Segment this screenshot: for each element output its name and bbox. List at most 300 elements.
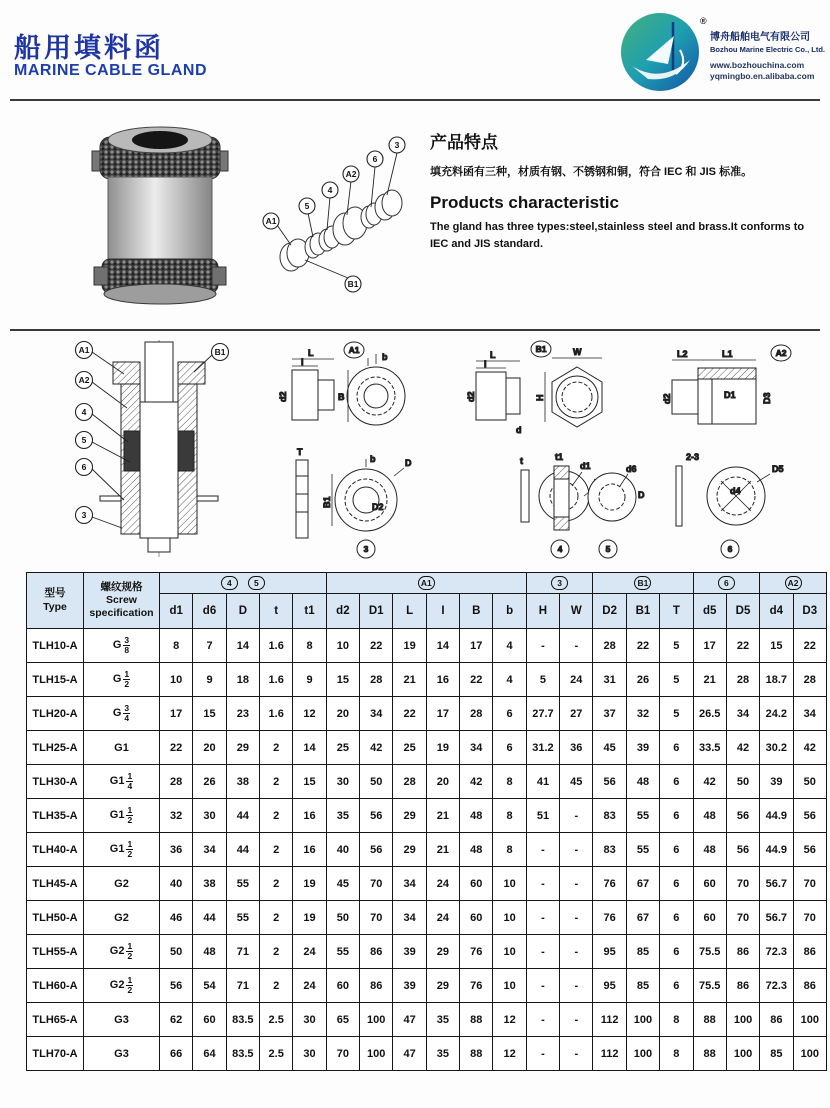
screw-spec-value: G2 $\frac{1}{2}$	[109, 974, 133, 995]
dim-label: B1	[322, 496, 332, 508]
dimension-value-cell: 4	[493, 663, 526, 697]
screw-cell	[84, 697, 160, 731]
part-tag: 3	[363, 544, 369, 554]
circled-part-label: A2	[785, 576, 802, 590]
screw-cell	[84, 969, 160, 1003]
screw-cell	[84, 901, 160, 935]
fraction-numerator: 3	[124, 634, 130, 645]
dim-label: d6	[626, 464, 637, 474]
product-photo	[80, 125, 240, 307]
dimension-value-cell: 10	[493, 935, 526, 969]
part-tag: B1	[535, 344, 547, 354]
dimension-value-cell: -	[560, 1037, 593, 1071]
dimension-column-header: t1	[293, 594, 326, 629]
dim-label: I	[301, 357, 304, 367]
dim-label: L1	[722, 349, 733, 359]
dimension-value-cell: 22	[726, 629, 759, 663]
dimension-value-cell: 85	[626, 969, 659, 1003]
part-a2-drawing	[662, 345, 791, 424]
dimension-value-cell: 20	[426, 765, 459, 799]
col-header-screw	[84, 573, 160, 629]
part-3-drawing	[296, 447, 412, 558]
part-group-header	[693, 573, 760, 594]
type-cell: TLH20-A	[27, 697, 84, 731]
dimension-value-cell: 34	[393, 901, 426, 935]
dimension-column-header: b	[493, 594, 526, 629]
dimension-value-cell: 60	[460, 901, 493, 935]
dimension-value-cell: 112	[593, 1037, 626, 1071]
dimension-value-cell: 86	[360, 935, 393, 969]
dimension-value-cell: 17	[160, 697, 193, 731]
dimension-value-cell: 25	[326, 731, 359, 765]
dimension-value-cell: 83.5	[226, 1003, 259, 1037]
type-cell: TLH40-A	[27, 833, 84, 867]
dimension-value-cell: 5	[660, 629, 693, 663]
cross-callout: A2	[78, 375, 90, 385]
dimension-value-cell: 12	[493, 1003, 526, 1037]
type-cell: TLH10-A	[27, 629, 84, 663]
dimension-value-cell: 2	[260, 731, 293, 765]
type-cell: TLH15-A	[27, 663, 84, 697]
dimension-value-cell: 28	[393, 765, 426, 799]
fraction-numerator: 1	[124, 668, 130, 679]
dimension-value-cell: 22	[793, 629, 826, 663]
dimension-value-cell: 60	[693, 867, 726, 901]
type-header-en: Type	[43, 600, 67, 613]
dimension-value-cell: 60	[193, 1003, 226, 1037]
dimension-value-cell: 28	[726, 663, 759, 697]
exploded-callout: 3	[394, 140, 400, 150]
dimension-value-cell: 64	[193, 1037, 226, 1071]
dimension-value-cell: 18	[226, 663, 259, 697]
dimension-value-cell: 50	[160, 935, 193, 969]
part-group-header	[526, 573, 593, 594]
intro-body-en: The gland has three types:steel,stainless steel and brass.It conforms to IEC and JIS standard.	[430, 221, 805, 250]
dimension-value-cell: 55	[626, 833, 659, 867]
dimension-column-header: I	[426, 594, 459, 629]
part-group-header	[760, 573, 827, 594]
dimension-value-cell: 67	[626, 901, 659, 935]
dimension-value-cell: 4	[493, 629, 526, 663]
dimension-value-cell: 45	[326, 867, 359, 901]
dimension-value-cell: 16	[426, 663, 459, 697]
dim-label: b	[382, 352, 388, 362]
dimension-value-cell: 40	[326, 833, 359, 867]
type-cell: TLH55-A	[27, 935, 84, 969]
dim-label: d1	[580, 461, 591, 471]
dimension-value-cell: 17	[426, 697, 459, 731]
dimension-value-cell: 6	[660, 935, 693, 969]
dimension-value-cell: 19	[393, 629, 426, 663]
dim-label: d4	[730, 486, 741, 496]
table-row	[27, 969, 827, 1003]
cross-callout: A1	[78, 345, 90, 355]
dimension-value-cell: 56	[360, 799, 393, 833]
dimension-value-cell: 60	[693, 901, 726, 935]
dimension-value-cell: 75.5	[693, 969, 726, 1003]
dimension-value-cell: 45	[593, 731, 626, 765]
screw-header-en: Screw specification	[89, 593, 154, 620]
dimension-value-cell: -	[526, 969, 559, 1003]
dimension-value-cell: 42	[693, 765, 726, 799]
exploded-callout: 6	[372, 154, 378, 164]
dimension-value-cell: 32	[160, 799, 193, 833]
dimension-value-cell: 35	[426, 1003, 459, 1037]
dimension-value-cell: 24.2	[760, 697, 793, 731]
dimension-value-cell: 100	[360, 1003, 393, 1037]
intro-body-zh: 填充料函有三种，材质有钢、不锈钢和铜，符合 IEC 和 JIS 标准。	[430, 166, 753, 178]
dimension-value-cell: 35	[326, 799, 359, 833]
dimension-column-header: D1	[360, 594, 393, 629]
dimension-value-cell: 54	[193, 969, 226, 1003]
dimension-value-cell: 88	[460, 1037, 493, 1071]
dimension-value-cell: 14	[293, 731, 326, 765]
dimension-value-cell: 88	[693, 1003, 726, 1037]
dimension-value-cell: 100	[726, 1037, 759, 1071]
dimension-column-header: D	[226, 594, 259, 629]
fraction-numerator: 1	[127, 940, 133, 951]
dimension-value-cell: 66	[160, 1037, 193, 1071]
dimension-value-cell: 42	[726, 731, 759, 765]
dimension-value-cell: 1.6	[260, 629, 293, 663]
dimension-column-header: d6	[193, 594, 226, 629]
dimension-value-cell: 44.9	[760, 799, 793, 833]
table-row	[27, 731, 827, 765]
dimension-value-cell: 7	[193, 629, 226, 663]
dimension-value-cell: 10	[326, 629, 359, 663]
dimension-value-cell: 83	[593, 799, 626, 833]
dimension-value-cell: 47	[393, 1003, 426, 1037]
dimension-value-cell: 72.3	[760, 935, 793, 969]
technical-drawings	[24, 336, 824, 568]
dimension-value-cell: 56	[160, 969, 193, 1003]
dimension-value-cell: 70	[360, 901, 393, 935]
dimension-value-cell: 8	[660, 1003, 693, 1037]
dimension-column-header: D5	[726, 594, 759, 629]
dimension-value-cell: 21	[693, 663, 726, 697]
dimension-column-header: d4	[760, 594, 793, 629]
dimension-value-cell: 23	[226, 697, 259, 731]
screw-cell	[84, 799, 160, 833]
dimension-value-cell: 42	[793, 731, 826, 765]
fraction-denominator: 4	[124, 713, 130, 723]
screw-spec-value: G2	[114, 911, 129, 924]
dimension-value-cell: 56	[593, 765, 626, 799]
screw-cell	[84, 663, 160, 697]
screw-spec-value: G $\frac{3}{8}$	[112, 634, 130, 655]
dimension-value-cell: 39	[393, 969, 426, 1003]
dimension-value-cell: 19	[293, 867, 326, 901]
dimension-value-cell: 28	[593, 629, 626, 663]
dimension-value-cell: 86	[726, 935, 759, 969]
part-group-header	[326, 573, 526, 594]
dimension-value-cell: 22	[626, 629, 659, 663]
table-row	[27, 1003, 827, 1037]
type-cell: TLH50-A	[27, 901, 84, 935]
dimension-value-cell: 15	[193, 697, 226, 731]
divider-top	[10, 99, 820, 101]
dimension-value-cell: 86	[760, 1003, 793, 1037]
screw-cell	[84, 867, 160, 901]
part-tag: A2	[775, 348, 787, 358]
screw-fraction	[126, 840, 133, 860]
dimension-value-cell: 27	[560, 697, 593, 731]
dim-label: L2	[677, 349, 688, 359]
dimension-value-cell: 10	[160, 663, 193, 697]
dimension-column-header: B	[460, 594, 493, 629]
dim-label: D3	[762, 392, 772, 404]
dimension-column-header: D3	[793, 594, 826, 629]
dimension-value-cell: 65	[326, 1003, 359, 1037]
dimension-value-cell: 5	[660, 697, 693, 731]
table-row	[27, 799, 827, 833]
dimension-value-cell: 48	[460, 799, 493, 833]
screw-fraction	[126, 942, 133, 962]
dimension-value-cell: 85	[626, 935, 659, 969]
dimension-value-cell: 85	[760, 1037, 793, 1071]
circled-part-label: A1	[418, 576, 435, 590]
dim-label: t	[520, 456, 523, 466]
dimension-column-header: T	[660, 594, 693, 629]
intro-heading-zh: 产品特点	[430, 133, 498, 152]
dimension-value-cell: 21	[393, 663, 426, 697]
dimension-value-cell: 10	[493, 969, 526, 1003]
circled-part-label: 6	[718, 576, 735, 590]
dimension-value-cell: 2	[260, 901, 293, 935]
dimension-value-cell: 38	[193, 867, 226, 901]
part-b1-drawing	[466, 341, 602, 435]
dimension-value-cell: -	[526, 833, 559, 867]
company-logo-icon	[618, 10, 702, 94]
dim-label: d2	[466, 391, 476, 402]
dimension-value-cell: 71	[226, 969, 259, 1003]
table-row	[27, 867, 827, 901]
dimension-value-cell: 29	[426, 969, 459, 1003]
spec-table-head	[27, 573, 827, 629]
dimension-value-cell: 6	[660, 799, 693, 833]
screw-cell	[84, 935, 160, 969]
dimension-value-cell: 86	[793, 969, 826, 1003]
table-row	[27, 833, 827, 867]
dim-label: D	[405, 458, 412, 468]
dimension-value-cell: 55	[226, 867, 259, 901]
dimension-value-cell: 2.5	[260, 1037, 293, 1071]
fraction-denominator: 2	[127, 849, 133, 859]
dimension-value-cell: 44	[226, 799, 259, 833]
dimension-value-cell: 62	[160, 1003, 193, 1037]
dimension-value-cell: 28	[460, 697, 493, 731]
dimension-value-cell: 71	[226, 935, 259, 969]
fraction-denominator: 8	[124, 645, 130, 655]
screw-cell	[84, 629, 160, 663]
company-name-en: Bozhou Marine Electric Co., Ltd.	[710, 44, 826, 54]
dimension-value-cell: 42	[360, 731, 393, 765]
cross-section-drawing	[76, 340, 229, 560]
dimension-value-cell: 8	[493, 765, 526, 799]
dimension-column-header: B1	[626, 594, 659, 629]
table-row	[27, 697, 827, 731]
fraction-denominator: 4	[127, 781, 133, 791]
screw-spec-value: G1 $\frac{1}{2}$	[109, 838, 133, 859]
cross-callout: B1	[214, 347, 226, 357]
dimension-value-cell: 22	[393, 697, 426, 731]
dimension-column-header: L	[393, 594, 426, 629]
dimension-value-cell: 6	[660, 867, 693, 901]
dimension-value-cell: 15	[326, 663, 359, 697]
dimension-value-cell: 27.7	[526, 697, 559, 731]
dimension-value-cell: 12	[493, 1037, 526, 1071]
screw-spec-value: G1	[114, 741, 129, 754]
cross-callout: 5	[81, 435, 87, 445]
dimension-value-cell: 29	[393, 799, 426, 833]
col-header-type	[27, 573, 84, 629]
dimension-value-cell: 22	[460, 663, 493, 697]
dimension-value-cell: 39	[626, 731, 659, 765]
fraction-denominator: 2	[124, 679, 130, 689]
dimension-value-cell: 6	[660, 901, 693, 935]
type-cell: TLH65-A	[27, 1003, 84, 1037]
dimension-value-cell: 56	[360, 833, 393, 867]
dimension-value-cell: 19	[293, 901, 326, 935]
dim-label: T	[297, 447, 303, 457]
dimension-value-cell: 50	[726, 765, 759, 799]
dim-label: b	[370, 454, 376, 464]
dimension-value-cell: 24	[293, 935, 326, 969]
dimension-value-cell: 2	[260, 867, 293, 901]
dimension-value-cell: 36	[160, 833, 193, 867]
dimension-value-cell: 46	[160, 901, 193, 935]
dimension-value-cell: 24	[293, 969, 326, 1003]
dimension-value-cell: 48	[460, 833, 493, 867]
part-tag: A1	[348, 345, 360, 355]
screw-cell	[84, 1003, 160, 1037]
dimension-column-header: d2	[326, 594, 359, 629]
dimension-value-cell: 48	[693, 799, 726, 833]
dimension-column-header: t	[260, 594, 293, 629]
dim-label: t1	[555, 452, 564, 462]
dimension-value-cell: 33.5	[693, 731, 726, 765]
dimension-value-cell: 32	[626, 697, 659, 731]
dimension-value-cell: 67	[626, 867, 659, 901]
dimension-value-cell: 29	[393, 833, 426, 867]
dim-label: L	[490, 350, 496, 360]
screw-spec-value: G1 $\frac{1}{2}$	[109, 804, 133, 825]
dimension-value-cell: 6	[660, 833, 693, 867]
dimension-column-header: D2	[593, 594, 626, 629]
dimension-value-cell: 83	[593, 833, 626, 867]
dimension-value-cell: 39	[760, 765, 793, 799]
dimension-value-cell: 12	[293, 697, 326, 731]
screw-spec-value: G3	[114, 1013, 129, 1026]
company-name-zh: 博舟船舶电气有限公司	[710, 32, 810, 43]
dimension-value-cell: -	[560, 969, 593, 1003]
dimension-value-cell: 22	[160, 731, 193, 765]
fraction-numerator: 1	[127, 974, 133, 985]
screw-fraction	[123, 670, 130, 690]
dimension-value-cell: 8	[293, 629, 326, 663]
table-row	[27, 1037, 827, 1071]
type-cell: TLH30-A	[27, 765, 84, 799]
dimension-value-cell: -	[526, 1003, 559, 1037]
dimension-value-cell: 95	[593, 935, 626, 969]
company-url-2: yqmingbo.en.alibaba.com	[710, 70, 815, 81]
dimension-value-cell: 47	[393, 1037, 426, 1071]
dimension-value-cell: 6	[660, 731, 693, 765]
dimension-value-cell: 2.5	[260, 1003, 293, 1037]
dimension-value-cell: 15	[293, 765, 326, 799]
dimension-column-header: W	[560, 594, 593, 629]
dimension-value-cell: 70	[360, 867, 393, 901]
dimension-value-cell: 1.6	[260, 663, 293, 697]
dimension-value-cell: -	[526, 1037, 559, 1071]
dim-label: d2	[662, 393, 672, 404]
exploded-callout: 4	[327, 185, 333, 195]
dimension-value-cell: 41	[526, 765, 559, 799]
dimension-value-cell: 70	[793, 901, 826, 935]
dimension-value-cell: 17	[693, 629, 726, 663]
dim-label: B	[338, 392, 345, 402]
dimension-value-cell: 26	[193, 765, 226, 799]
dimension-value-cell: 36	[560, 731, 593, 765]
dimension-value-cell: 34	[793, 697, 826, 731]
screw-header-zh: 螺纹规格	[100, 580, 143, 593]
dim-label: L	[308, 348, 314, 358]
screw-cell	[84, 765, 160, 799]
dimension-value-cell: 51	[526, 799, 559, 833]
dimension-value-cell: 55	[226, 901, 259, 935]
dimension-value-cell: 29	[226, 731, 259, 765]
dimension-value-cell: 60	[460, 867, 493, 901]
fraction-numerator: 1	[127, 770, 133, 781]
dimension-value-cell: 95	[593, 969, 626, 1003]
dimension-value-cell: 70	[326, 1037, 359, 1071]
dimension-value-cell: 34	[360, 697, 393, 731]
table-row	[27, 935, 827, 969]
dimension-value-cell: 88	[460, 1003, 493, 1037]
dimension-value-cell: 34	[393, 867, 426, 901]
screw-spec-value: G2	[114, 877, 129, 890]
exploded-diagram	[235, 133, 425, 301]
dimension-value-cell: 34	[726, 697, 759, 731]
type-cell: TLH25-A	[27, 731, 84, 765]
table-row	[27, 765, 827, 799]
fraction-numerator: 3	[124, 702, 130, 713]
dim-label: D	[638, 490, 645, 500]
dimension-value-cell: 31	[593, 663, 626, 697]
fraction-numerator: 1	[127, 804, 133, 815]
dimension-value-cell: -	[560, 833, 593, 867]
dimension-value-cell: 70	[726, 901, 759, 935]
screw-fraction	[123, 636, 130, 656]
fraction-denominator: 2	[127, 985, 133, 995]
dimension-value-cell: 40	[160, 867, 193, 901]
dimension-value-cell: 50	[326, 901, 359, 935]
exploded-callout: A2	[345, 169, 357, 179]
dimension-value-cell: -	[526, 901, 559, 935]
divider-middle	[10, 329, 820, 331]
dimension-value-cell: 10	[493, 867, 526, 901]
dimension-value-cell: 55	[626, 799, 659, 833]
circled-part-label: 4	[221, 576, 238, 590]
part-a1-drawing	[278, 342, 405, 425]
part-tag: 6	[727, 544, 733, 554]
dim-label: I	[484, 359, 487, 369]
dim-label: 2-3	[686, 452, 700, 462]
table-row	[27, 629, 827, 663]
dim-label: D2	[372, 502, 384, 512]
dimension-value-cell: 8	[493, 799, 526, 833]
screw-fraction	[123, 704, 130, 724]
